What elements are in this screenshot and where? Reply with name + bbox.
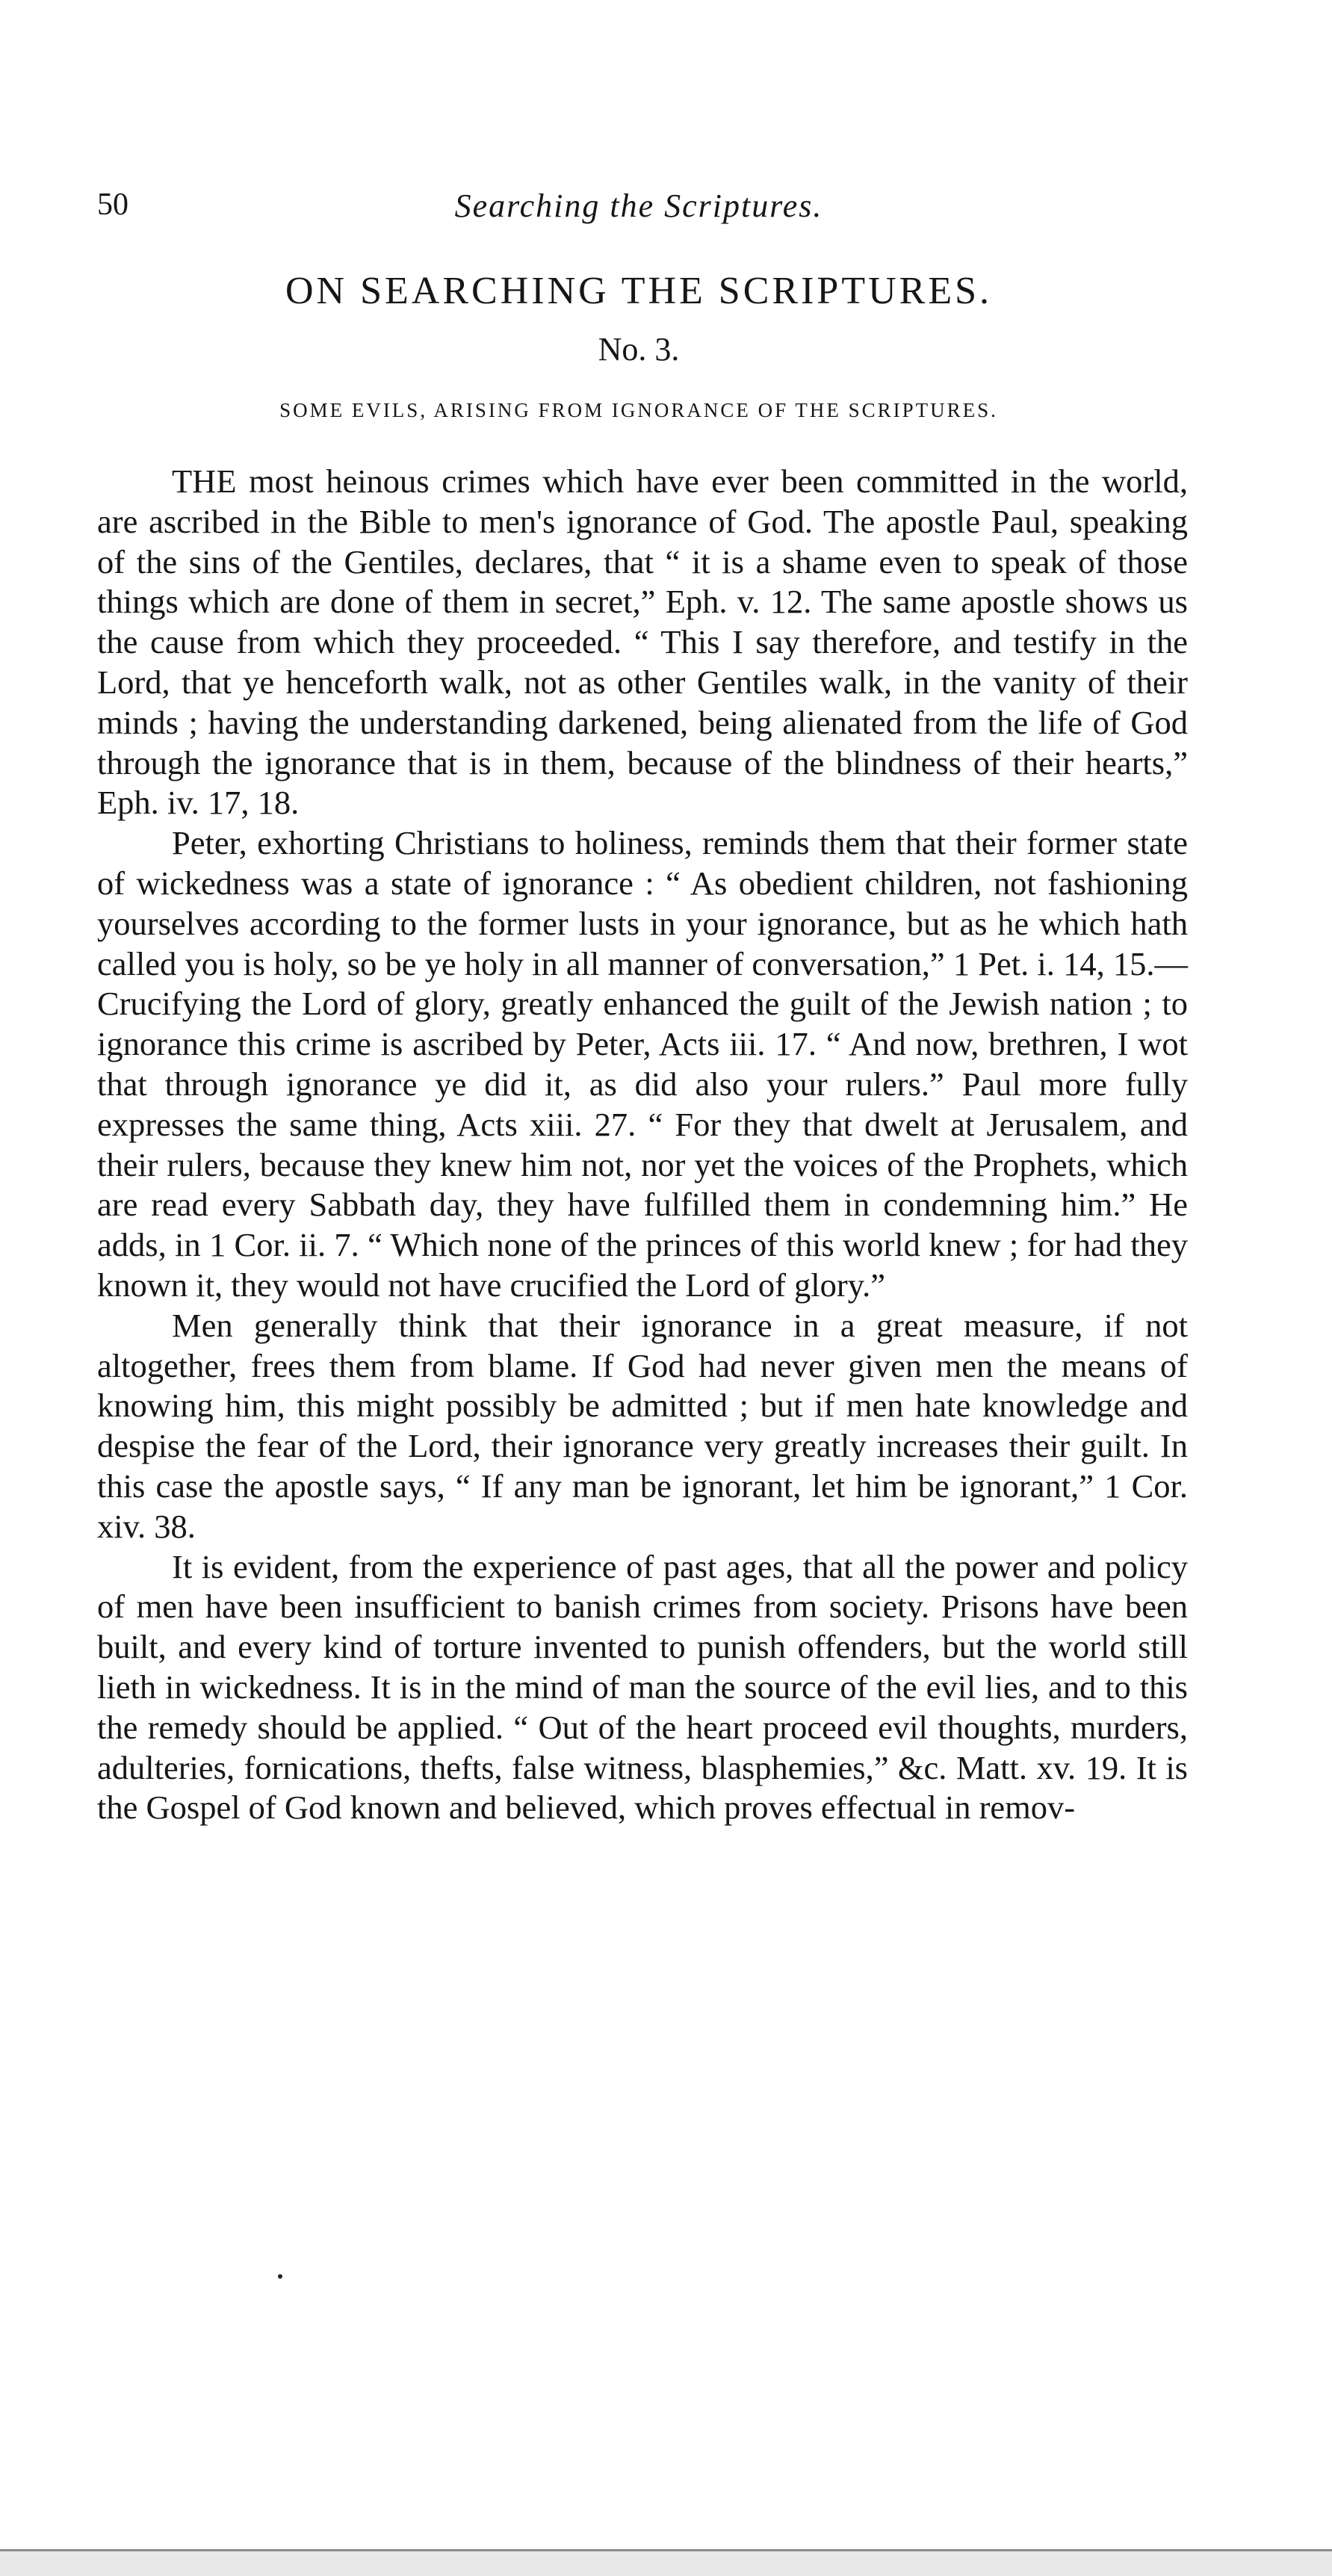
running-title: Searching the Scriptures. <box>454 188 823 224</box>
running-head <box>97 187 1180 239</box>
article-subtitle: SOME EVILS, ARISING FROM IGNORANCE OF THE SCRIPTURES. <box>279 399 998 421</box>
article-number: No. 3. <box>598 331 680 368</box>
scan-bottom-edge <box>0 2549 1332 2576</box>
paragraph-4: It is evident, from the experience of past ages, that all the power and policy of men have been insufficient to banish crimes from society. Prisons have been built, and every kind of torture invented to punish offenders, but the world still lieth in wickedness. It is in the mind of man the source of the evil lies, and to this the remedy should be applied. “ Out of the heart proceed evil thoughts, murders, adulteries, fornications, thefts, false witness, blasphemies,” &c. Matt. xv. 19. It is the Gospel of God known and believed, which proves effectual in remov- <box>97 1547 1188 1827</box>
page-number: 50 <box>97 188 128 222</box>
ink-speck <box>278 2274 282 2279</box>
paragraph-1: THE most heinous crimes which have ever been committed in the world, are ascribed in the Bible to men's ignorance of God. The apostle Paul, speaking of the sins of the Gentiles, declares, that “ it is a shame even to speak of those things which are done of them in secret,” Eph. v. 12. The same apostle shows us the cause from which they proceeded. “ This I say therefore, and testify in the Lord, that ye henceforth walk, not as other Gentiles walk, in the vanity of their minds ; having the understanding darkened, being alienated from the life of God through the ignorance that is in them, because of the blindness of their hearts,” Eph. iv. 17, 18. <box>97 462 1188 822</box>
paragraph-2: Peter, exhorting Christians to holiness, reminds them that their former state of wickedness was a state of ignorance : “ As obedient children, not fashioning yourselves according to the former lusts in your ignorance, but as he which hath called you is holy, so be ye holy in all manner of conversation,” 1 Pet. i. 14, 15.—Crucifying the Lord of glory, greatly enhanced the guilt of the Jewish nation ; to ignorance this crime is ascribed by Peter, Acts iii. 17. “ And now, brethren, I wot that through ignorance ye did it, as did also your rulers.” Paul more fully expresses the same thing, Acts xiii. 27. “ For they that dwelt at Jerusalem, and their rulers, because they knew him not, nor yet the voices of the Prophets, which are read every Sabbath day, they have fulfilled them in condemning him.” He adds, in 1 Cor. ii. 7. “ Which none of the princes of this world knew ; for had they known it, they would not have crucified the Lord of glory.” <box>97 824 1188 1304</box>
article-body <box>97 462 1188 1828</box>
paragraph-3: Men generally think that their ignorance in a great measure, if not altogether, frees them from blame. If God had never given men the means of knowing him, this might possibly be admitted ; but if men hate knowledge and despise the fear of the Lord, their ignorance very greatly increases their guilt. In this case the apostle says, “ If any man be ignorant, let him be ignorant,” 1 Cor. xiv. 38. <box>97 1306 1188 1545</box>
article-title: ON SEARCHING THE SCRIPTURES. <box>285 270 993 312</box>
